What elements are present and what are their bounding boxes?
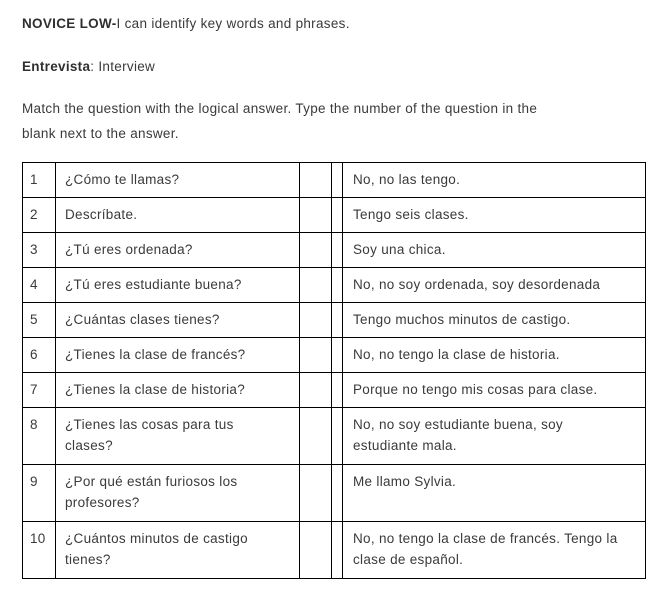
answer-blank-cell[interactable] xyxy=(300,233,332,268)
table-row xyxy=(23,522,646,579)
answer-blank-cell[interactable] xyxy=(300,465,332,522)
answer-blank-cell[interactable] xyxy=(300,338,332,373)
table-row xyxy=(23,198,646,233)
spacer-cell xyxy=(332,522,343,579)
level-heading-bold: NOVICE LOW- xyxy=(22,16,117,31)
answer-blank-cell[interactable] xyxy=(300,303,332,338)
activity-heading xyxy=(22,57,646,77)
answer-blank-cell[interactable] xyxy=(300,163,332,198)
table-row xyxy=(23,303,646,338)
table-row xyxy=(23,465,646,522)
answer-blank-cell[interactable] xyxy=(300,522,332,579)
answer-cell: No, no soy ordenada, soy desordenada xyxy=(343,268,646,303)
question-number: 9 xyxy=(23,465,56,522)
table-row xyxy=(23,163,646,198)
matching-table xyxy=(22,162,646,579)
question-number: 2 xyxy=(23,198,56,233)
spacer-cell xyxy=(332,465,343,522)
answer-cell: Porque no tengo mis cosas para clase. xyxy=(343,373,646,408)
answer-cell: No, no tengo la clase de historia. xyxy=(343,338,646,373)
question-cell: ¿Tienes las cosas para tus clases? xyxy=(56,408,300,465)
question-cell: ¿Cómo te llamas? xyxy=(56,163,300,198)
table-row xyxy=(23,373,646,408)
instructions-line-1: Match the question with the logical answer. Type the number of the question in the xyxy=(22,101,538,116)
instructions xyxy=(22,96,646,146)
question-number: 5 xyxy=(23,303,56,338)
table-row xyxy=(23,233,646,268)
level-heading xyxy=(22,14,646,34)
spacer-cell xyxy=(332,408,343,465)
level-heading-text: I can identify key words and phrases. xyxy=(116,16,350,31)
spacer-cell xyxy=(332,198,343,233)
spacer-cell xyxy=(332,233,343,268)
answer-blank-cell[interactable] xyxy=(300,373,332,408)
question-number: 4 xyxy=(23,268,56,303)
question-number: 7 xyxy=(23,373,56,408)
question-number: 6 xyxy=(23,338,56,373)
table-row xyxy=(23,338,646,373)
question-cell: ¿Cuántos minutos de castigo tienes? xyxy=(56,522,300,579)
activity-heading-text: : Interview xyxy=(90,59,156,74)
activity-heading-bold: Entrevista xyxy=(22,59,91,74)
spacer-cell xyxy=(332,163,343,198)
spacer-cell xyxy=(332,303,343,338)
answer-cell: Tengo seis clases. xyxy=(343,198,646,233)
question-cell: ¿Por qué están furiosos los profesores? xyxy=(56,465,300,522)
answer-cell: No, no tengo la clase de francés. Tengo la clase de español. xyxy=(343,522,646,579)
answer-blank-cell[interactable] xyxy=(300,198,332,233)
table-row xyxy=(23,408,646,465)
question-cell: ¿Tienes la clase de historia? xyxy=(56,373,300,408)
answer-cell: Me llamo Sylvia. xyxy=(343,465,646,522)
question-cell: ¿Tú eres estudiante buena? xyxy=(56,268,300,303)
spacer-cell xyxy=(332,373,343,408)
question-number: 10 xyxy=(23,522,56,579)
answer-cell: Tengo muchos minutos de castigo. xyxy=(343,303,646,338)
answer-blank-cell[interactable] xyxy=(300,268,332,303)
question-cell: Descríbate. xyxy=(56,198,300,233)
question-number: 3 xyxy=(23,233,56,268)
spacer-cell xyxy=(332,338,343,373)
question-number: 8 xyxy=(23,408,56,465)
question-number: 1 xyxy=(23,163,56,198)
answer-cell: No, no soy estudiante buena, soy estudiante mala. xyxy=(343,408,646,465)
instructions-line-2: blank next to the answer. xyxy=(22,126,179,141)
question-cell: ¿Tú eres ordenada? xyxy=(56,233,300,268)
question-cell: ¿Cuántas clases tienes? xyxy=(56,303,300,338)
answer-blank-cell[interactable] xyxy=(300,408,332,465)
table-row xyxy=(23,268,646,303)
answer-cell: No, no las tengo. xyxy=(343,163,646,198)
answer-cell: Soy una chica. xyxy=(343,233,646,268)
spacer-cell xyxy=(332,268,343,303)
question-cell: ¿Tienes la clase de francés? xyxy=(56,338,300,373)
